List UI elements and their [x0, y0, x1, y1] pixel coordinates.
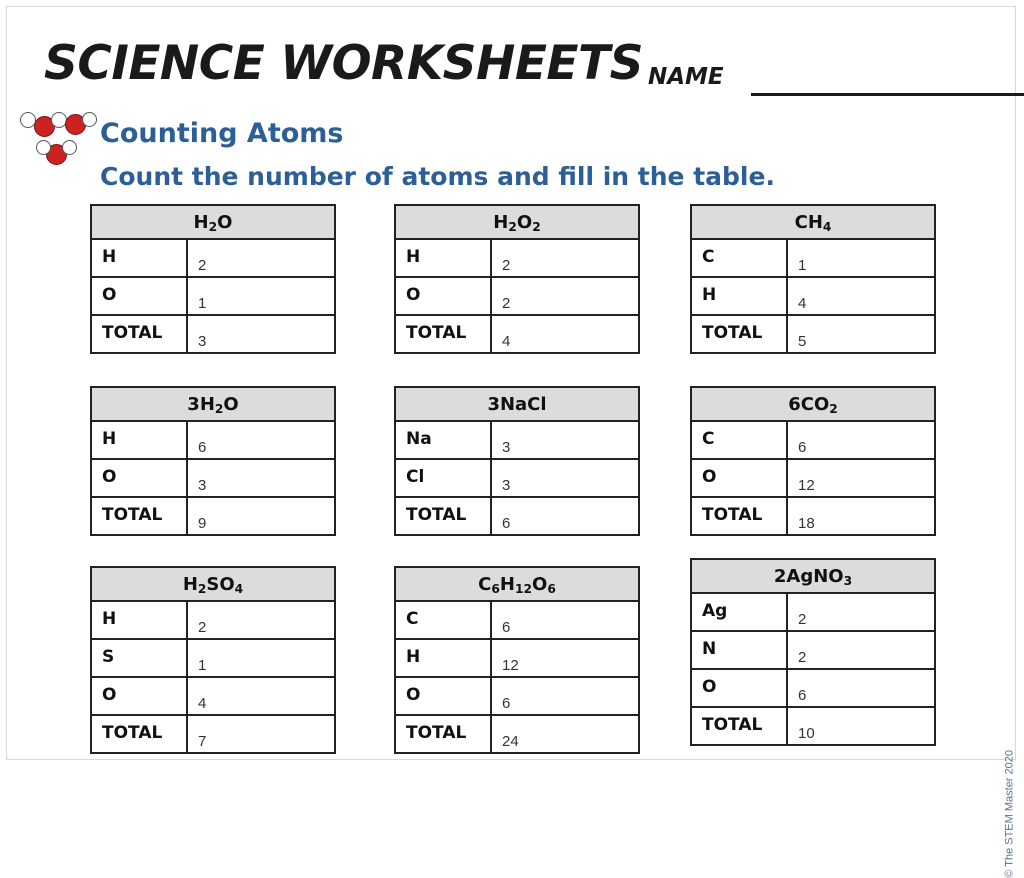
- worksheet-header: [44, 36, 994, 106]
- atom-count-cell[interactable]: 10: [787, 707, 935, 745]
- table-row: [395, 277, 639, 315]
- table-row: [691, 593, 935, 631]
- table-row: [91, 421, 335, 459]
- atom-table: [90, 386, 336, 536]
- table-formula-header: $H_2O$: [91, 205, 335, 239]
- table-row: [395, 315, 639, 353]
- atom-count-cell[interactable]: 4: [187, 677, 335, 715]
- name-input-line[interactable]: [751, 93, 1024, 96]
- atom-count-cell[interactable]: 6: [491, 601, 639, 639]
- table-row: [395, 639, 639, 677]
- atom-count-cell[interactable]: 4: [491, 315, 639, 353]
- element-label: Ag: [691, 593, 787, 631]
- table-row: [395, 459, 639, 497]
- element-label: TOTAL: [691, 315, 787, 353]
- table-row: [91, 715, 335, 753]
- page-title: SCIENCE WORKSHEETS: [44, 36, 643, 91]
- atom-table: [690, 386, 936, 536]
- atom-count-cell[interactable]: 6: [787, 669, 935, 707]
- table-body: [691, 421, 935, 535]
- table-body: [395, 421, 639, 535]
- element-label: Cl: [395, 459, 491, 497]
- element-label: TOTAL: [395, 315, 491, 353]
- atom-count-cell[interactable]: 2: [787, 631, 935, 669]
- element-label: H: [691, 277, 787, 315]
- atom-count-cell[interactable]: 3: [187, 459, 335, 497]
- table-formula-header: $H_2O_2$: [395, 205, 639, 239]
- table-body: [691, 593, 935, 745]
- element-label: O: [691, 459, 787, 497]
- atom-count-cell[interactable]: 24: [491, 715, 639, 753]
- table-body: [395, 601, 639, 753]
- atom-table: [90, 566, 336, 754]
- table-formula-header: $3H_2O$: [91, 387, 335, 421]
- table-row: [395, 601, 639, 639]
- element-label: C: [691, 239, 787, 277]
- atom-count-cell[interactable]: 4: [787, 277, 935, 315]
- element-label: O: [91, 677, 187, 715]
- table-row: [691, 277, 935, 315]
- element-label: H: [91, 421, 187, 459]
- element-label: H: [91, 239, 187, 277]
- element-label: O: [691, 669, 787, 707]
- table-row: [691, 631, 935, 669]
- atom-table: [90, 204, 336, 354]
- table-formula-header: 3NaCl: [395, 387, 639, 421]
- atom-count-cell[interactable]: 3: [491, 459, 639, 497]
- element-label: TOTAL: [91, 315, 187, 353]
- table-row: [395, 677, 639, 715]
- atom-table: [690, 558, 936, 746]
- table-body: [91, 601, 335, 753]
- element-label: N: [691, 631, 787, 669]
- table-row: [691, 669, 935, 707]
- table-row: [691, 707, 935, 745]
- element-label: O: [395, 677, 491, 715]
- atom-count-cell[interactable]: 7: [187, 715, 335, 753]
- table-formula-header: $6CO_2$: [691, 387, 935, 421]
- element-label: H: [395, 239, 491, 277]
- element-label: H: [395, 639, 491, 677]
- hydrogen-atom-icon: [82, 112, 97, 127]
- element-label: S: [91, 639, 187, 677]
- atom-count-cell[interactable]: 3: [491, 421, 639, 459]
- name-label: NAME: [648, 64, 724, 90]
- atom-count-cell[interactable]: 2: [187, 601, 335, 639]
- atom-count-cell[interactable]: 12: [787, 459, 935, 497]
- table-row: [691, 459, 935, 497]
- atom-count-cell[interactable]: 2: [787, 593, 935, 631]
- table-row: [395, 239, 639, 277]
- table-formula-header: 2AgNO$_3$: [691, 559, 935, 593]
- table-row: [691, 315, 935, 353]
- table-row: [691, 239, 935, 277]
- hydrogen-atom-icon: [62, 140, 77, 155]
- table-row: [91, 677, 335, 715]
- table-row: [691, 421, 935, 459]
- table-row: [91, 497, 335, 535]
- table-row: [691, 497, 935, 535]
- atom-count-cell[interactable]: 12: [491, 639, 639, 677]
- atom-table: [690, 204, 936, 354]
- table-row: [91, 277, 335, 315]
- element-label: O: [91, 277, 187, 315]
- element-label: TOTAL: [91, 715, 187, 753]
- atom-count-cell[interactable]: 6: [787, 421, 935, 459]
- table-formula-header: $H_2SO_4$: [91, 567, 335, 601]
- table-row: [91, 601, 335, 639]
- table-row: [395, 497, 639, 535]
- table-body: [91, 239, 335, 353]
- atom-table: [394, 566, 640, 754]
- element-label: TOTAL: [91, 497, 187, 535]
- element-label: TOTAL: [691, 707, 787, 745]
- atom-count-cell[interactable]: 9: [187, 497, 335, 535]
- element-label: H: [91, 601, 187, 639]
- atom-count-cell[interactable]: 1: [187, 277, 335, 315]
- hydrogen-atom-icon: [20, 112, 36, 128]
- atom-table: [394, 204, 640, 354]
- table-formula-header: $C_6H_{12}O_6$: [395, 567, 639, 601]
- element-label: TOTAL: [395, 497, 491, 535]
- atom-count-cell[interactable]: 1: [187, 639, 335, 677]
- atom-count-cell[interactable]: 2: [187, 239, 335, 277]
- worksheet-instruction: Count the number of atoms and fill in the table.: [100, 162, 775, 191]
- atom-count-cell[interactable]: 6: [187, 421, 335, 459]
- element-label: Na: [395, 421, 491, 459]
- atom-count-cell[interactable]: 6: [491, 677, 639, 715]
- hydrogen-atom-icon: [36, 140, 51, 155]
- element-label: C: [691, 421, 787, 459]
- element-label: TOTAL: [395, 715, 491, 753]
- table-body: [91, 421, 335, 535]
- copyright-credit: © The STEM Master 2020: [1004, 750, 1016, 878]
- water-molecule-illustration: [18, 112, 98, 172]
- element-label: C: [395, 601, 491, 639]
- table-row: [395, 715, 639, 753]
- atom-count-cell[interactable]: 3: [187, 315, 335, 353]
- element-label: O: [395, 277, 491, 315]
- element-label: O: [91, 459, 187, 497]
- atom-table: [394, 386, 640, 536]
- table-body: [395, 239, 639, 353]
- element-label: TOTAL: [691, 497, 787, 535]
- worksheet-subtitle: Counting Atoms: [100, 118, 344, 149]
- table-row: [91, 459, 335, 497]
- atom-count-cell[interactable]: 18: [787, 497, 935, 535]
- table-formula-header: $CH_4$: [691, 205, 935, 239]
- atom-count-cell[interactable]: 6: [491, 497, 639, 535]
- atom-count-cell[interactable]: 2: [491, 239, 639, 277]
- atom-count-cell[interactable]: 1: [787, 239, 935, 277]
- atom-count-cell[interactable]: 5: [787, 315, 935, 353]
- table-row: [395, 421, 639, 459]
- table-row: [91, 315, 335, 353]
- table-row: [91, 239, 335, 277]
- table-row: [91, 639, 335, 677]
- atom-count-cell[interactable]: 2: [491, 277, 639, 315]
- table-body: [691, 239, 935, 353]
